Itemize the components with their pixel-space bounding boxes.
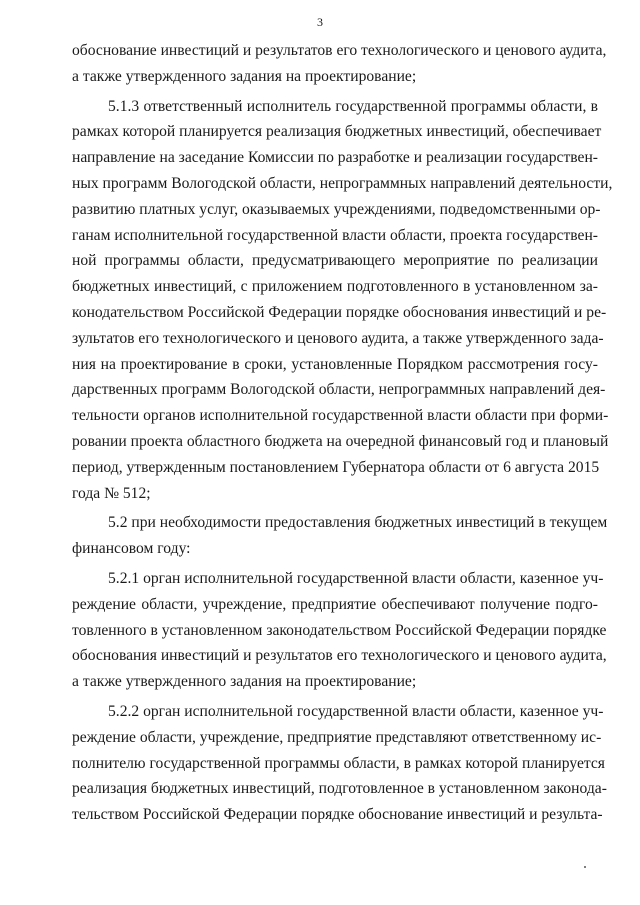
text-line: ганам исполнительной государственной власти области, проекта государствен- — [72, 226, 598, 244]
text-line: товленного в установленном законодательством Российской Федерации порядке — [72, 621, 607, 639]
paragraph — [72, 699, 607, 828]
text-line: ных программ Вологодской области, непрограммных направлений деятельности, — [72, 174, 613, 192]
text-line: финансовом году: — [72, 540, 191, 558]
text-line: реализация бюджетных инвестиций, подготовленное в установленном законода- — [72, 780, 607, 798]
text-line: конодательством Российской Федерации порядке обоснования инвестиций и ре- — [72, 303, 607, 321]
text-line: тельством Российской Федерации порядке обоснование инвестиций и результа- — [72, 806, 603, 824]
paragraph — [72, 566, 607, 695]
text-line: обоснования инвестиций и результатов его технологического и ценового аудита, — [72, 647, 607, 665]
text-line: обоснование инвестиций и результатов его технологического и ценового аудита, — [72, 42, 607, 59]
text-line: ной программы области, предусматривающего мероприятие по реализации — [72, 252, 598, 270]
paragraph — [72, 38, 607, 90]
text-line: полнителю государственной программы области, в рамках которой планируется — [72, 754, 605, 772]
text-line: реждение области, учреждение, предприятие обеспечивают получение подго- — [72, 595, 598, 613]
text-line: зультатов его технологического и ценового аудита, а также утвержденного зада- — [72, 329, 604, 347]
text-line: дарственных программ Вологодской области, непрограммных направлений дея- — [72, 381, 606, 399]
text-line: тельности органов исполнительной государственной власти области при форми- — [72, 407, 609, 425]
text-line: ровании проекта областного бюджета на очередной финансовый год и плановый — [72, 432, 609, 450]
page-number: 3 — [317, 15, 323, 29]
text-line: период, утвержденным постановлением Губернатора области от 6 августа 2015 — [72, 458, 600, 476]
text-line: а также утвержденного задания на проектирование; — [72, 673, 417, 691]
text-line: ния на проектирование в сроки, установленные Порядком рассмотрения госу- — [72, 355, 598, 373]
text-line: рамках которой планируется реализация бюджетных инвестиций, обеспечивает — [72, 123, 602, 141]
text-line: 5.1.3 ответственный исполнитель государственной программы области, в — [108, 97, 598, 115]
text-line: 5.2.1 орган исполнительной государственной власти области, казенное уч- — [108, 569, 604, 587]
paragraph — [72, 510, 608, 562]
text-line: 5.2.2 орган исполнительной государственной власти области, казенное уч- — [108, 702, 604, 720]
paragraph — [72, 94, 613, 507]
text-line: года № 512; — [72, 484, 151, 502]
text-line: направление на заседание Комиссии по разработке и реализации государствен- — [72, 149, 598, 167]
text-line: реждение области, учреждение, предприятие представляют ответственному ис- — [72, 728, 602, 746]
text-line: а также утвержденного задания на проектирование; — [72, 67, 417, 85]
scan-speck — [584, 866, 586, 868]
text-line: бюджетных инвестиций, с приложением подготовленного в установленном за- — [72, 278, 598, 296]
text-line: 5.2 при необходимости предоставления бюджетных инвестиций в текущем — [108, 514, 608, 532]
body-text — [72, 38, 613, 828]
text-line: развитию платных услуг, оказываемых учреждениями, подведомственными ор- — [72, 200, 601, 218]
